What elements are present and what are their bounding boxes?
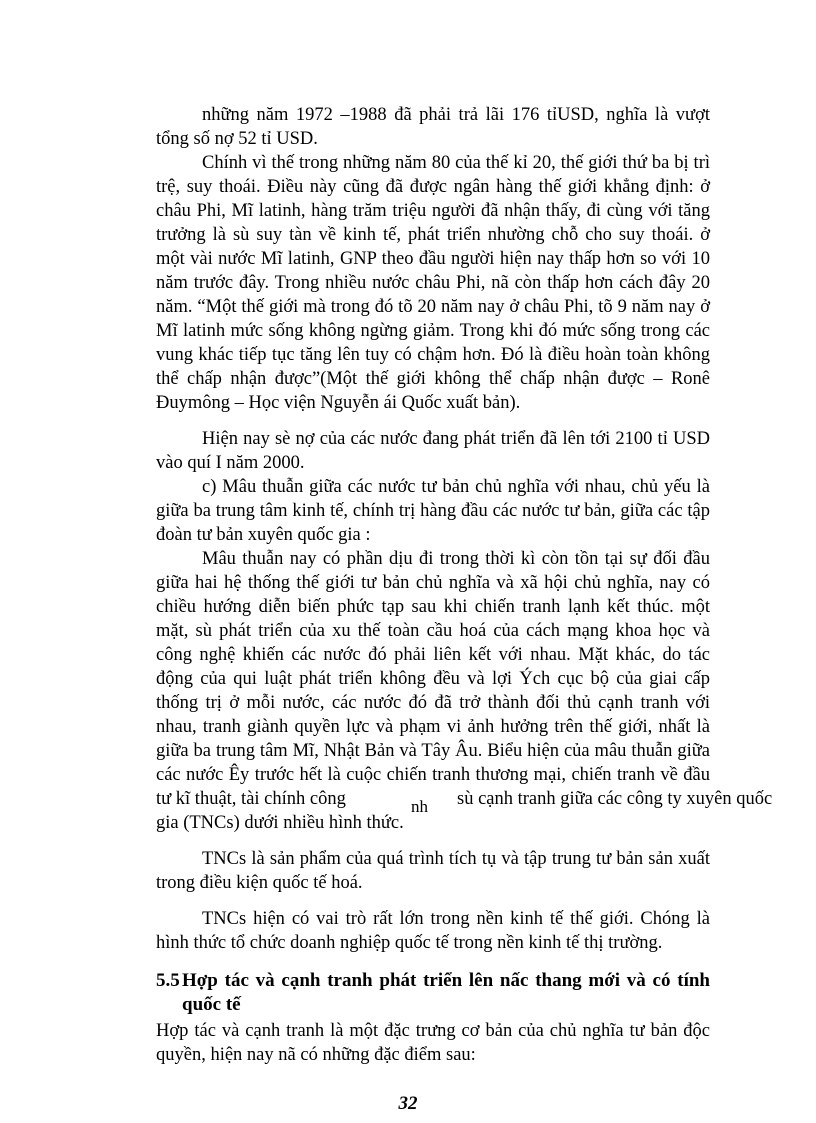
text-line: trệ, suy thoái. Điều này cũng đã được ngân hàng thế giới khẳng định: ở	[156, 177, 710, 197]
text-line: thể chấp nhận được”(Một thế giới không thể chấp nhận được – Ronê	[156, 369, 710, 389]
section-heading-number: 5.5	[156, 970, 180, 991]
text-line: TNCs hiện có vai trò rất lớn trong nền kinh tế thế giới. Chóng là	[202, 909, 710, 929]
text-line: vào quí I năm 2000.	[156, 453, 305, 473]
text-line: quyền, hiện nay nã có những đặc điểm sau:	[156, 1045, 476, 1065]
text-line: thống trị ở mỗi nước, các nước đó đã trở thành đối thủ cạnh tranh với	[156, 693, 710, 713]
text-line: hình thức tổ chức doanh nghiệp quốc tế trong nền kinh tế thị trường.	[156, 933, 663, 953]
text-line: động của qui luật phát triển không đều và lợi Ých cục bộ của giai cấp	[156, 669, 710, 689]
text-line: nhau, tranh giành quyền lực và phạm vi ảnh hưởng trên thế giới, nhất là	[156, 717, 710, 737]
text-line: Mâu thuẫn nay có phần dịu đi trong thời kì còn tồn tại sự đối đầu	[202, 549, 710, 569]
text-line: công nghệ khiến các nước đó phải liên kết với nhau. Mặt khác, do tác	[156, 645, 710, 665]
text-line: tổng số nợ 52 tỉ USD.	[156, 129, 318, 149]
text-line: châu Phi, Mĩ latinh, hàng trăm triệu người đã nhận thấy, đi cùng với tăng	[156, 201, 710, 221]
text-line: những năm 1972 –1988 đã phải trả lãi 176 tỉUSD, nghĩa là vượt	[202, 105, 710, 125]
text-line: giữa hai hệ thống thế giới tư bản chủ nghĩa và xã hội chủ nghĩa, nay có	[156, 573, 710, 593]
text-line: Hợp tác và cạnh tranh là một đặc trưng cơ bản của chủ nghĩa tư bản độc	[156, 1021, 710, 1041]
text-line: năm trước đây. Trong nhiều nước châu Phi, nã còn thấp hơn cách đây 20	[156, 273, 710, 293]
text-line: tư kĩ thuật, tài chính công	[156, 789, 346, 809]
text-line: trưởng là sù suy tàn về kinh tế, phát triển nhường chỗ cho suy thoái. ở	[156, 225, 710, 245]
text-line: trong điều kiện quốc tế hoá.	[156, 873, 363, 893]
text-fragment: nh	[411, 797, 428, 816]
text-line: đoàn tư bản xuyên quốc gia :	[156, 525, 371, 545]
text-line: sù cạnh tranh giữa các công ty xuyên quốc	[457, 789, 773, 809]
text-line: mặt, sù phát triển của xu thế toàn cầu hoá của cách mạng khoa học và	[156, 621, 710, 641]
text-line: một vài nước Mĩ latinh, GNP theo đầu người hiện nay thấp hơn so với 10	[156, 249, 710, 269]
text-line: giữa ba trung tâm kinh tế, chính trị hàng đầu các nước tư bản, giữa các tập	[156, 501, 710, 521]
text-line: chiều hướng diễn biến phức tạp sau khi chiến tranh lạnh kết thúc. một	[156, 597, 710, 617]
text-line: c) Mâu thuẫn giữa các nước tư bản chủ nghĩa với nhau, chủ yếu là	[202, 477, 710, 497]
text-line: vung khác tiếp tục tăng lên tuy có chậm hơn. Đó là điều hoàn toàn không	[156, 345, 710, 365]
text-line: Mĩ latinh mức sống không ngừng giảm. Trong khi đó mức sống trong các	[156, 321, 710, 341]
page-number: 32	[398, 1093, 418, 1114]
section-heading-continued: quốc tế	[182, 994, 241, 1015]
text-line: Hiện nay sè nợ của các nước đang phát triển đã lên tới 2100 tỉ USD	[202, 429, 710, 449]
section-heading: Hợp tác và cạnh tranh phát triển lên nấc thang mới và có tính	[182, 970, 710, 991]
text-line: năm. “Một thế giới mà trong đó tõ 20 năm nay ở châu Phi, tõ 9 năm nay ở	[156, 297, 710, 317]
text-line: TNCs là sản phẩm của quá trình tích tụ và tập trung tư bản sản xuất	[202, 849, 710, 869]
text-line: giữa ba trung tâm Mĩ, Nhật Bản và Tây Âu. Biểu hiện của mâu thuẫn giữa	[156, 741, 710, 761]
text-line: các nước Êy trước hết là cuộc chiến tranh thương mại, chiến tranh về đầu	[156, 765, 710, 785]
text-line: gia (TNCs) dưới nhiều hình thức.	[156, 813, 404, 833]
text-line: Chính vì thế trong những năm 80 của thế kỉ 20, thế giới thứ ba bị trì	[202, 153, 710, 173]
text-line: Đuymông – Học viện Nguyễn ái Quốc xuất bản).	[156, 393, 521, 413]
